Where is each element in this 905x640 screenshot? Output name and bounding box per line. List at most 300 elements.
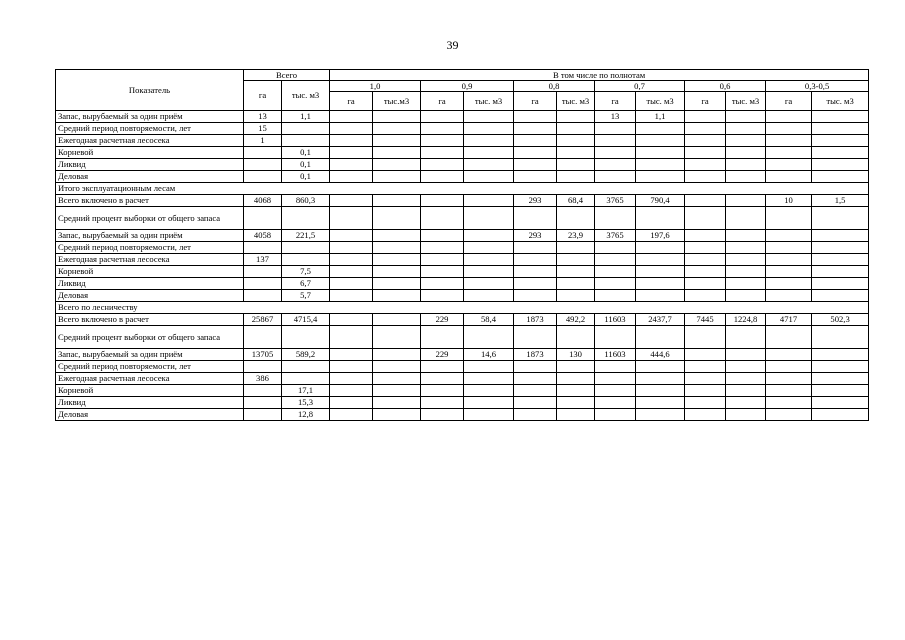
table-cell	[373, 373, 421, 385]
table-cell	[421, 397, 464, 409]
table-cell	[726, 159, 766, 171]
table-cell	[373, 409, 421, 421]
table-cell	[330, 111, 373, 123]
table-cell	[514, 159, 557, 171]
table-cell	[373, 326, 421, 349]
table-cell	[636, 254, 685, 266]
table-cell	[685, 123, 726, 135]
table-cell	[373, 254, 421, 266]
table-row	[56, 159, 869, 171]
table-cell	[726, 254, 766, 266]
table-cell	[685, 278, 726, 290]
table-cell	[685, 159, 726, 171]
table-cell	[421, 207, 464, 230]
table-cell: 14,6	[464, 349, 514, 361]
table-cell	[595, 290, 636, 302]
table-cell: 0,1	[282, 159, 330, 171]
table-cell	[373, 207, 421, 230]
header-unit-ha: га	[514, 92, 557, 111]
table-cell	[282, 123, 330, 135]
table-cell	[244, 409, 282, 421]
header-indicator: Показатель	[56, 70, 244, 111]
table-cell	[557, 242, 595, 254]
table-cell	[244, 147, 282, 159]
table-cell: 502,3	[812, 314, 869, 326]
table-cell	[421, 147, 464, 159]
table-cell: 3765	[595, 195, 636, 207]
table-cell	[636, 147, 685, 159]
table-cell	[685, 135, 726, 147]
row-label: Деловая	[56, 409, 244, 421]
table-cell: 25867	[244, 314, 282, 326]
table-cell	[812, 147, 869, 159]
table-cell	[685, 266, 726, 278]
table-row	[56, 373, 869, 385]
table-cell	[421, 242, 464, 254]
table-cell	[812, 397, 869, 409]
table-cell	[685, 242, 726, 254]
table-cell	[812, 111, 869, 123]
table-cell	[766, 361, 812, 373]
table-cell	[812, 242, 869, 254]
table-cell	[812, 230, 869, 242]
section-title: Итого эксплуатационным лесам	[56, 183, 869, 195]
table-cell	[373, 397, 421, 409]
row-label: Ежегодная расчетная лесосека	[56, 135, 244, 147]
table-cell: 2437,7	[636, 314, 685, 326]
table-cell: 68,4	[557, 195, 595, 207]
table-cell	[557, 373, 595, 385]
table-cell	[373, 171, 421, 183]
header-unit-m3: тыс. м3	[557, 92, 595, 111]
table-cell	[726, 123, 766, 135]
table-cell	[726, 361, 766, 373]
table-cell	[244, 207, 282, 230]
table-cell	[514, 385, 557, 397]
row-label: Запас, вырубаемый за один приём	[56, 230, 244, 242]
table-cell	[464, 385, 514, 397]
table-cell	[330, 171, 373, 183]
table-cell	[636, 409, 685, 421]
table-cell	[685, 361, 726, 373]
table-cell	[812, 123, 869, 135]
table-cell	[244, 278, 282, 290]
table-cell	[330, 314, 373, 326]
table-cell	[766, 207, 812, 230]
table-cell	[812, 159, 869, 171]
header-total-ha: га	[244, 81, 282, 111]
table-row	[56, 361, 869, 373]
row-label: Средний период повторяемости, лет	[56, 123, 244, 135]
header-unit-m3: тыс.м3	[373, 92, 421, 111]
table-cell: 229	[421, 349, 464, 361]
table-cell	[595, 397, 636, 409]
table-cell	[812, 254, 869, 266]
table-row	[56, 135, 869, 147]
table-cell	[514, 278, 557, 290]
row-label: Корневой	[56, 147, 244, 159]
table-cell: 4715,4	[282, 314, 330, 326]
row-label: Средний период повторяемости, лет	[56, 242, 244, 254]
table-cell	[514, 254, 557, 266]
table-cell	[595, 147, 636, 159]
table-cell	[557, 159, 595, 171]
table-cell	[685, 373, 726, 385]
table-row	[56, 397, 869, 409]
header-by-density: В том числе по полнотам	[330, 70, 869, 81]
table-cell	[766, 373, 812, 385]
table-cell	[766, 349, 812, 361]
table-cell	[766, 326, 812, 349]
table-cell: 13	[244, 111, 282, 123]
table-cell: 1873	[514, 314, 557, 326]
table-cell	[244, 385, 282, 397]
table-cell: 0,1	[282, 171, 330, 183]
table-cell	[595, 242, 636, 254]
table-cell	[812, 266, 869, 278]
table-cell	[464, 266, 514, 278]
table-cell	[373, 278, 421, 290]
table-cell	[812, 207, 869, 230]
table-cell	[244, 242, 282, 254]
table-cell	[373, 290, 421, 302]
table-cell	[514, 171, 557, 183]
table-cell	[373, 349, 421, 361]
row-label: Ликвид	[56, 159, 244, 171]
table-cell	[330, 278, 373, 290]
table-row	[56, 254, 869, 266]
table-cell	[373, 385, 421, 397]
table-cell	[373, 159, 421, 171]
table-cell	[421, 409, 464, 421]
table-cell	[373, 123, 421, 135]
table-cell	[330, 373, 373, 385]
table-cell	[421, 135, 464, 147]
section-row	[56, 183, 869, 195]
table-cell	[557, 171, 595, 183]
table-row	[56, 111, 869, 123]
table-cell	[685, 254, 726, 266]
table-cell	[282, 326, 330, 349]
table-cell	[726, 207, 766, 230]
table-cell	[636, 242, 685, 254]
table-cell	[514, 242, 557, 254]
section-title: Всего по лесничеству	[56, 302, 869, 314]
table-cell	[330, 409, 373, 421]
table-cell	[766, 385, 812, 397]
table-cell	[514, 326, 557, 349]
table-row	[56, 195, 869, 207]
table-cell	[244, 266, 282, 278]
table-cell	[373, 111, 421, 123]
forest-report-table	[55, 69, 869, 421]
table-cell	[514, 361, 557, 373]
table-cell	[685, 147, 726, 159]
page-number: 39	[446, 38, 459, 52]
table-cell: 860,3	[282, 195, 330, 207]
table-cell	[685, 195, 726, 207]
table-cell: 10	[766, 195, 812, 207]
table-cell	[636, 159, 685, 171]
table-row	[56, 123, 869, 135]
table-cell: 1	[244, 135, 282, 147]
table-cell	[330, 147, 373, 159]
row-label: Ликвид	[56, 397, 244, 409]
table-row	[56, 207, 869, 230]
table-cell	[421, 361, 464, 373]
header-density: 0,8	[514, 81, 595, 92]
table-cell: 229	[421, 314, 464, 326]
table-cell	[685, 409, 726, 421]
table-cell	[726, 171, 766, 183]
table-cell: 58,4	[464, 314, 514, 326]
table-cell	[557, 361, 595, 373]
header-unit-m3: тыс. м3	[464, 92, 514, 111]
table-cell	[636, 290, 685, 302]
table-cell: 23,9	[557, 230, 595, 242]
table-cell: 1,5	[812, 195, 869, 207]
header-total: Всего	[244, 70, 330, 81]
table-cell	[595, 326, 636, 349]
table-cell: 7445	[685, 314, 726, 326]
table-cell	[421, 385, 464, 397]
table-cell	[557, 326, 595, 349]
table-cell	[421, 254, 464, 266]
table-cell: 0,1	[282, 147, 330, 159]
table-cell	[373, 147, 421, 159]
row-label: Ежегодная расчетная лесосека	[56, 254, 244, 266]
row-label: Средний процент выборки от общего запаса	[56, 326, 244, 349]
table-cell	[726, 290, 766, 302]
table-cell	[464, 397, 514, 409]
table-cell	[726, 385, 766, 397]
row-label: Средний процент выборки от общего запаса	[56, 207, 244, 230]
table-cell	[421, 159, 464, 171]
table-cell	[330, 290, 373, 302]
table-cell	[464, 373, 514, 385]
table-cell	[421, 195, 464, 207]
table-cell	[282, 361, 330, 373]
table-cell	[726, 195, 766, 207]
table-cell	[421, 266, 464, 278]
table-cell	[464, 147, 514, 159]
table-cell: 17,1	[282, 385, 330, 397]
table-cell: 1,1	[636, 111, 685, 123]
table-cell	[244, 397, 282, 409]
table-cell	[330, 159, 373, 171]
table-cell	[595, 123, 636, 135]
table-cell	[812, 135, 869, 147]
table-cell	[636, 266, 685, 278]
table-cell	[244, 290, 282, 302]
table-cell	[464, 242, 514, 254]
table-cell: 11603	[595, 314, 636, 326]
table-cell: 7,5	[282, 266, 330, 278]
table-cell	[726, 242, 766, 254]
table-cell	[595, 278, 636, 290]
table-row	[56, 230, 869, 242]
table-cell	[595, 409, 636, 421]
table-row	[56, 266, 869, 278]
table-cell	[464, 123, 514, 135]
table-row	[56, 171, 869, 183]
table-cell	[421, 123, 464, 135]
table-cell	[330, 230, 373, 242]
row-label: Ликвид	[56, 278, 244, 290]
table-cell	[373, 135, 421, 147]
table-cell	[330, 207, 373, 230]
table-cell	[636, 361, 685, 373]
table-cell: 197,6	[636, 230, 685, 242]
table-cell	[330, 349, 373, 361]
table-cell	[330, 135, 373, 147]
table-cell	[464, 195, 514, 207]
table-cell	[812, 385, 869, 397]
table-cell: 492,2	[557, 314, 595, 326]
table-cell	[514, 373, 557, 385]
table-cell	[514, 290, 557, 302]
table-cell	[766, 397, 812, 409]
table-cell	[514, 135, 557, 147]
table-cell	[726, 111, 766, 123]
table-cell	[330, 397, 373, 409]
table-cell: 15,3	[282, 397, 330, 409]
table-cell: 444,6	[636, 349, 685, 361]
table-cell	[244, 326, 282, 349]
row-label: Корневой	[56, 385, 244, 397]
table-cell: 1873	[514, 349, 557, 361]
table-cell: 221,5	[282, 230, 330, 242]
row-label: Деловая	[56, 290, 244, 302]
table-cell	[464, 111, 514, 123]
table-cell	[812, 361, 869, 373]
row-label: Всего включено в расчет	[56, 195, 244, 207]
table-cell	[595, 385, 636, 397]
table-cell	[685, 171, 726, 183]
table-cell	[464, 159, 514, 171]
table-cell	[282, 254, 330, 266]
table-cell	[595, 135, 636, 147]
table-cell	[595, 266, 636, 278]
table-cell	[557, 266, 595, 278]
table-cell	[595, 361, 636, 373]
table-cell	[514, 147, 557, 159]
table-cell	[766, 123, 812, 135]
row-label: Запас, вырубаемый за один приём	[56, 349, 244, 361]
table-cell	[282, 135, 330, 147]
table-cell: 4058	[244, 230, 282, 242]
table-cell: 130	[557, 349, 595, 361]
table-cell	[726, 349, 766, 361]
row-label: Средний период повторяемости, лет	[56, 361, 244, 373]
table-cell	[244, 159, 282, 171]
row-label: Запас, вырубаемый за один приём	[56, 111, 244, 123]
table-cell	[685, 385, 726, 397]
table-cell	[557, 409, 595, 421]
table-cell	[726, 326, 766, 349]
table-cell	[557, 290, 595, 302]
table-cell	[812, 409, 869, 421]
table-cell	[766, 266, 812, 278]
table-row	[56, 314, 869, 326]
table-cell: 293	[514, 230, 557, 242]
table-cell: 1,1	[282, 111, 330, 123]
table-cell	[514, 207, 557, 230]
table-cell	[685, 326, 726, 349]
table-cell	[766, 254, 812, 266]
table-cell	[685, 111, 726, 123]
table-cell	[812, 326, 869, 349]
header-unit-ha: га	[685, 92, 726, 111]
table-cell	[685, 230, 726, 242]
table-cell	[373, 230, 421, 242]
table-cell: 386	[244, 373, 282, 385]
header-unit-m3: тыс. м3	[812, 92, 869, 111]
table-cell	[726, 135, 766, 147]
table-cell	[812, 278, 869, 290]
table-cell	[514, 266, 557, 278]
table-cell	[373, 314, 421, 326]
table-cell	[464, 290, 514, 302]
table-cell	[766, 147, 812, 159]
table-cell	[330, 385, 373, 397]
table-cell: 12,8	[282, 409, 330, 421]
table-cell	[685, 290, 726, 302]
table-cell	[421, 230, 464, 242]
table-cell	[595, 171, 636, 183]
table-cell	[464, 254, 514, 266]
header-unit-ha: га	[595, 92, 636, 111]
table-cell	[726, 278, 766, 290]
table-cell: 4068	[244, 195, 282, 207]
table-cell	[464, 135, 514, 147]
table-cell	[636, 278, 685, 290]
table-cell	[421, 278, 464, 290]
table-cell: 4717	[766, 314, 812, 326]
table-row	[56, 326, 869, 349]
table-cell	[557, 278, 595, 290]
table-cell	[282, 207, 330, 230]
table-cell	[557, 111, 595, 123]
header-unit-m3: тыс. м3	[636, 92, 685, 111]
table-cell	[766, 290, 812, 302]
table-cell: 589,2	[282, 349, 330, 361]
row-label: Деловая	[56, 171, 244, 183]
table-row	[56, 385, 869, 397]
table-cell	[514, 123, 557, 135]
table-cell	[330, 326, 373, 349]
table-cell: 11603	[595, 349, 636, 361]
table-cell	[330, 266, 373, 278]
table-cell	[330, 242, 373, 254]
table-cell	[766, 278, 812, 290]
table-cell	[557, 397, 595, 409]
table-cell	[557, 147, 595, 159]
table-cell	[636, 385, 685, 397]
table-cell	[282, 242, 330, 254]
table-cell	[373, 195, 421, 207]
table-cell	[557, 135, 595, 147]
table-cell	[330, 123, 373, 135]
table-cell	[373, 361, 421, 373]
table-cell	[685, 207, 726, 230]
table-cell	[282, 373, 330, 385]
header-total-m3: тыс. м3	[282, 81, 330, 111]
header-density: 0,7	[595, 81, 685, 92]
table-cell	[766, 242, 812, 254]
table-cell	[766, 171, 812, 183]
table-row	[56, 290, 869, 302]
